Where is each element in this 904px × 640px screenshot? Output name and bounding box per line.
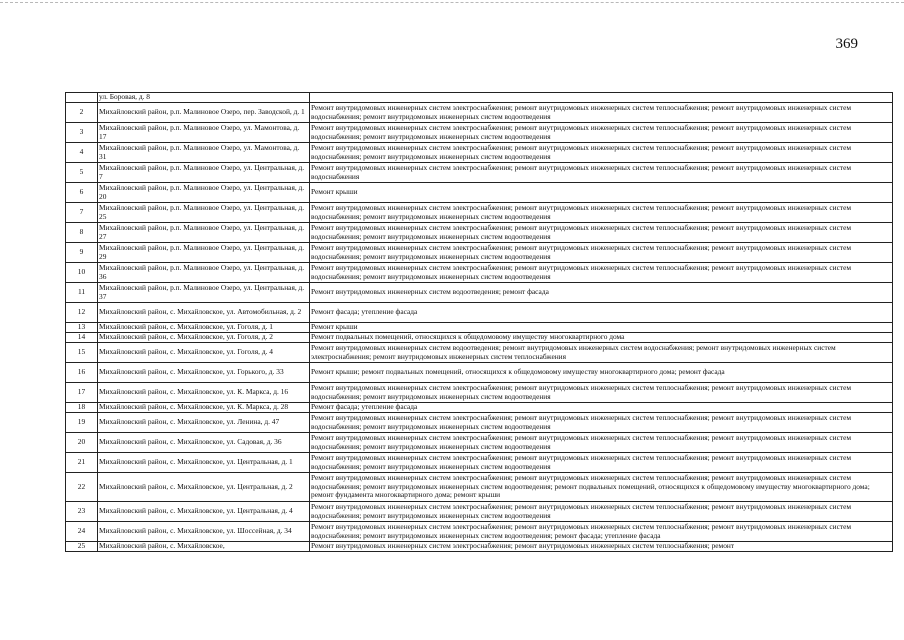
address-cell: Михайловский район, с. Михайловское, ул. Гоголя, д. 2	[98, 333, 310, 343]
table-row	[66, 143, 893, 163]
address-cell: Михайловский район, с. Михайловское, ул. Ленина, д. 47	[98, 413, 310, 433]
table-row	[66, 223, 893, 243]
repair-works-table	[65, 92, 893, 552]
address-cell: Михайловский район, р.п. Малиновое Озеро, ул. Центральная, д. 20	[98, 183, 310, 203]
address-cell: Михайловский район, с. Михайловское, ул. Центральная, д. 4	[98, 502, 310, 522]
row-number-cell: 13	[66, 323, 98, 333]
table-row	[66, 473, 893, 502]
works-cell: Ремонт внутридомовых инженерных систем электроснабжения; ремонт внутридомовых инженерных систем теплоснабжения; ремонт внутридомовых инженерных систем водоснабжения; ремонт внутридомовых инженерных систем водоотведения	[310, 502, 893, 522]
row-number-cell: 15	[66, 343, 98, 363]
row-number-cell: 10	[66, 263, 98, 283]
works-cell: Ремонт фасада; утепление фасада	[310, 303, 893, 323]
address-cell: Михайловский район, р.п. Малиновое Озеро, ул. Центральная, д. 37	[98, 283, 310, 303]
table-row	[66, 123, 893, 143]
row-number-cell: 6	[66, 183, 98, 203]
works-cell: Ремонт внутридомовых инженерных систем электроснабжения; ремонт внутридомовых инженерных систем теплоснабжения; ремонт внутридомовых инженерных систем водоснабжения; ремонт внутридомовых инженерных систем водоотведения	[310, 433, 893, 453]
row-number-cell: 9	[66, 243, 98, 263]
row-number-cell: 18	[66, 403, 98, 413]
table-body	[66, 93, 893, 552]
address-cell: Михайловский район, с. Михайловское, ул. К. Маркса, д. 28	[98, 403, 310, 413]
row-number-cell	[66, 93, 98, 103]
works-cell: Ремонт крыши	[310, 183, 893, 203]
row-number-cell: 5	[66, 163, 98, 183]
row-number-cell: 7	[66, 203, 98, 223]
address-cell: Михайловский район, с. Михайловское, ул. Гоголя, д. 1	[98, 323, 310, 333]
address-cell: Михайловский район, с. Михайловское, ул. Шоссейная, д. 34	[98, 522, 310, 542]
works-cell: Ремонт внутридомовых инженерных систем электроснабжения; ремонт внутридомовых инженерных систем теплоснабжения; ремонт внутридомовых инженерных систем водоснабжения; ремонт внутридомовых инженерных систем водоотведения	[310, 143, 893, 163]
works-cell: Ремонт внутридомовых инженерных систем электроснабжения; ремонт внутридомовых инженерных систем теплоснабжения; ремонт внутридомовых инженерных систем водоснабжения; ремонт внутридомовых инженерных систем водоотведения	[310, 203, 893, 223]
address-cell: Михайловский район, с. Михайловское, ул. Центральная, д. 1	[98, 453, 310, 473]
address-cell: Михайловский район, р.п. Малиновое Озеро, ул. Центральная, д. 36	[98, 263, 310, 283]
address-cell: Михайловский район, с. Михайловское, ул. Горького, д. 33	[98, 363, 310, 383]
works-cell: Ремонт подвальных помещений, относящихся к общедомовому имуществу многоквартирного дома	[310, 333, 893, 343]
address-cell: Михайловский район, с. Михайловское, ул. К. Маркса, д. 16	[98, 383, 310, 403]
row-number-cell: 4	[66, 143, 98, 163]
table-row	[66, 343, 893, 363]
table-row	[66, 163, 893, 183]
table-row	[66, 103, 893, 123]
table-row	[66, 522, 893, 542]
row-number-cell: 24	[66, 522, 98, 542]
address-cell: ул. Боровая, д. 8	[98, 93, 310, 103]
row-number-cell: 11	[66, 283, 98, 303]
table-row	[66, 243, 893, 263]
works-cell: Ремонт внутридомовых инженерных систем электроснабжения; ремонт внутридомовых инженерных систем теплоснабжения; ремонт внутридомовых инженерных систем водоснабжения; ремонт внутридомовых инженерных систем водоотведения	[310, 263, 893, 283]
table-row	[66, 502, 893, 522]
works-cell: Ремонт внутридомовых инженерных систем электроснабжения; ремонт внутридомовых инженерных систем теплоснабжения; ремонт внутридомовых инженерных систем водоснабжения; ремонт внутридомовых инженерных систем водоотведения	[310, 453, 893, 473]
address-cell: Михайловский район, р.п. Малиновое Озеро, ул. Центральная, д. 7	[98, 163, 310, 183]
row-number-cell: 21	[66, 453, 98, 473]
works-cell: Ремонт внутридомовых инженерных систем водоотведения; ремонт фасада	[310, 283, 893, 303]
table-row	[66, 433, 893, 453]
works-cell: Ремонт внутридомовых инженерных систем электроснабжения; ремонт внутридомовых инженерных систем теплоснабжения; ремонт внутридомовых инженерных систем водоснабжения; ремонт внутридомовых инженерных систем водоотведения; ремонт фасада; утепление фасада	[310, 522, 893, 542]
row-number-cell: 20	[66, 433, 98, 453]
works-cell: Ремонт внутридомовых инженерных систем электроснабжения; ремонт внутридомовых инженерных систем теплоснабжения; ремонт внутридомовых инженерных систем водоснабжения; ремонт внутридомовых инженерных систем водоотведения	[310, 383, 893, 403]
works-cell: Ремонт внутридомовых инженерных систем электроснабжения; ремонт внутридомовых инженерных систем теплоснабжения; ремонт внутридомовых инженерных систем водоснабжения; ремонт внутридомовых инженерных систем водоотведения	[310, 243, 893, 263]
row-number-cell: 2	[66, 103, 98, 123]
table-row	[66, 333, 893, 343]
table-row	[66, 323, 893, 333]
row-number-cell: 19	[66, 413, 98, 433]
row-number-cell: 3	[66, 123, 98, 143]
table-row	[66, 453, 893, 473]
row-number-cell: 16	[66, 363, 98, 383]
works-cell: Ремонт внутридомовых инженерных систем электроснабжения; ремонт внутридомовых инженерных систем теплоснабжения; ремонт внутридомовых инженерных систем водоснабжения; ремонт внутридомовых инженерных систем водоотведения	[310, 413, 893, 433]
address-cell: Михайловский район, с. Михайловское, ул. Центральная, д. 2	[98, 473, 310, 502]
table-row	[66, 403, 893, 413]
works-cell: Ремонт внутридомовых инженерных систем электроснабжения; ремонт внутридомовых инженерных систем теплоснабжения; ремонт внутридомовых инженерных систем водоснабжения; ремонт внутридомовых инженерных систем водоотведения; ремонт подвальных помещений, относящихся к общедомовому имуществу многоквартирного дома; ремонт фундамента многоквартирного дома; ремонт крыши	[310, 473, 893, 502]
table-row	[66, 383, 893, 403]
address-cell: Михайловский район, р.п. Малиновое Озеро, ул. Центральная, д. 29	[98, 243, 310, 263]
works-cell: Ремонт внутридомовых инженерных систем электроснабжения; ремонт внутридомовых инженерных систем теплоснабжения; ремонт внутридомовых инженерных систем водоснабжения; ремонт внутридомовых инженерных систем водоотведения	[310, 123, 893, 143]
row-number-cell: 12	[66, 303, 98, 323]
works-cell: Ремонт фасада; утепление фасада	[310, 403, 893, 413]
works-cell: Ремонт внутридомовых инженерных систем электроснабжения; ремонт внутридомовых инженерных систем теплоснабжения; ремонт внутридомовых инженерных систем водоснабжения	[310, 163, 893, 183]
top-edge-line	[0, 2, 904, 3]
works-cell: Ремонт крыши	[310, 323, 893, 333]
table-row	[66, 413, 893, 433]
row-number-cell: 14	[66, 333, 98, 343]
works-cell: Ремонт внутридомовых инженерных систем электроснабжения; ремонт внутридомовых инженерных систем теплоснабжения; ремонт внутридомовых инженерных систем водоснабжения; ремонт внутридомовых инженерных систем водоотведения	[310, 223, 893, 243]
table-row	[66, 263, 893, 283]
address-cell: Михайловский район, р.п. Малиновое Озеро, ул. Центральная, д. 25	[98, 203, 310, 223]
works-cell: Ремонт крыши; ремонт подвальных помещений, относящихся к общедомовому имуществу многоквартирного дома; ремонт фасада	[310, 363, 893, 383]
works-cell: Ремонт внутридомовых инженерных систем электроснабжения; ремонт внутридомовых инженерных систем теплоснабжения; ремонт внутридомовых инженерных систем водоснабжения; ремонт внутридомовых инженерных систем водоотведения	[310, 103, 893, 123]
works-cell	[310, 93, 893, 103]
row-number-cell: 17	[66, 383, 98, 403]
table-row	[66, 363, 893, 383]
table-row	[66, 93, 893, 103]
address-cell: Михайловский район, с. Михайловское, ул. Автомобильная, д. 2	[98, 303, 310, 323]
address-cell: Михайловский район, р.п. Малиновое Озеро, ул. Центральная, д. 27	[98, 223, 310, 243]
row-number-cell: 25	[66, 542, 98, 552]
address-cell: Михайловский район, р.п. Малиновое Озеро, ул. Мамонтова, д. 31	[98, 143, 310, 163]
works-cell: Ремонт внутридомовых инженерных систем электроснабжения; ремонт внутридомовых инженерных систем теплоснабжения; ремонт	[310, 542, 893, 552]
works-cell: Ремонт внутридомовых инженерных систем водоотведения; ремонт внутридомовых инженерных систем водоснабжения; ремонт внутридомовых инженерных систем электроснабжения; ремонт внутридомовых инженерных систем теплоснабжения	[310, 343, 893, 363]
row-number-cell: 23	[66, 502, 98, 522]
address-cell: Михайловский район, р.п. Малиновое Озеро, пер. Заводской, д. 1	[98, 103, 310, 123]
table-row	[66, 183, 893, 203]
address-cell: Михайловский район, с. Михайловское, ул. Гоголя, д. 4	[98, 343, 310, 363]
table-row	[66, 283, 893, 303]
address-cell: Михайловский район, р.п. Малиновое Озеро, ул. Мамонтова, д. 17	[98, 123, 310, 143]
table-row	[66, 203, 893, 223]
table-row	[66, 303, 893, 323]
address-cell: Михайловский район, с. Михайловское, ул. Садовая, д. 36	[98, 433, 310, 453]
row-number-cell: 8	[66, 223, 98, 243]
table-row	[66, 542, 893, 552]
address-cell: Михайловский район, с. Михайловское,	[98, 542, 310, 552]
page-number: 369	[835, 36, 858, 52]
row-number-cell: 22	[66, 473, 98, 502]
